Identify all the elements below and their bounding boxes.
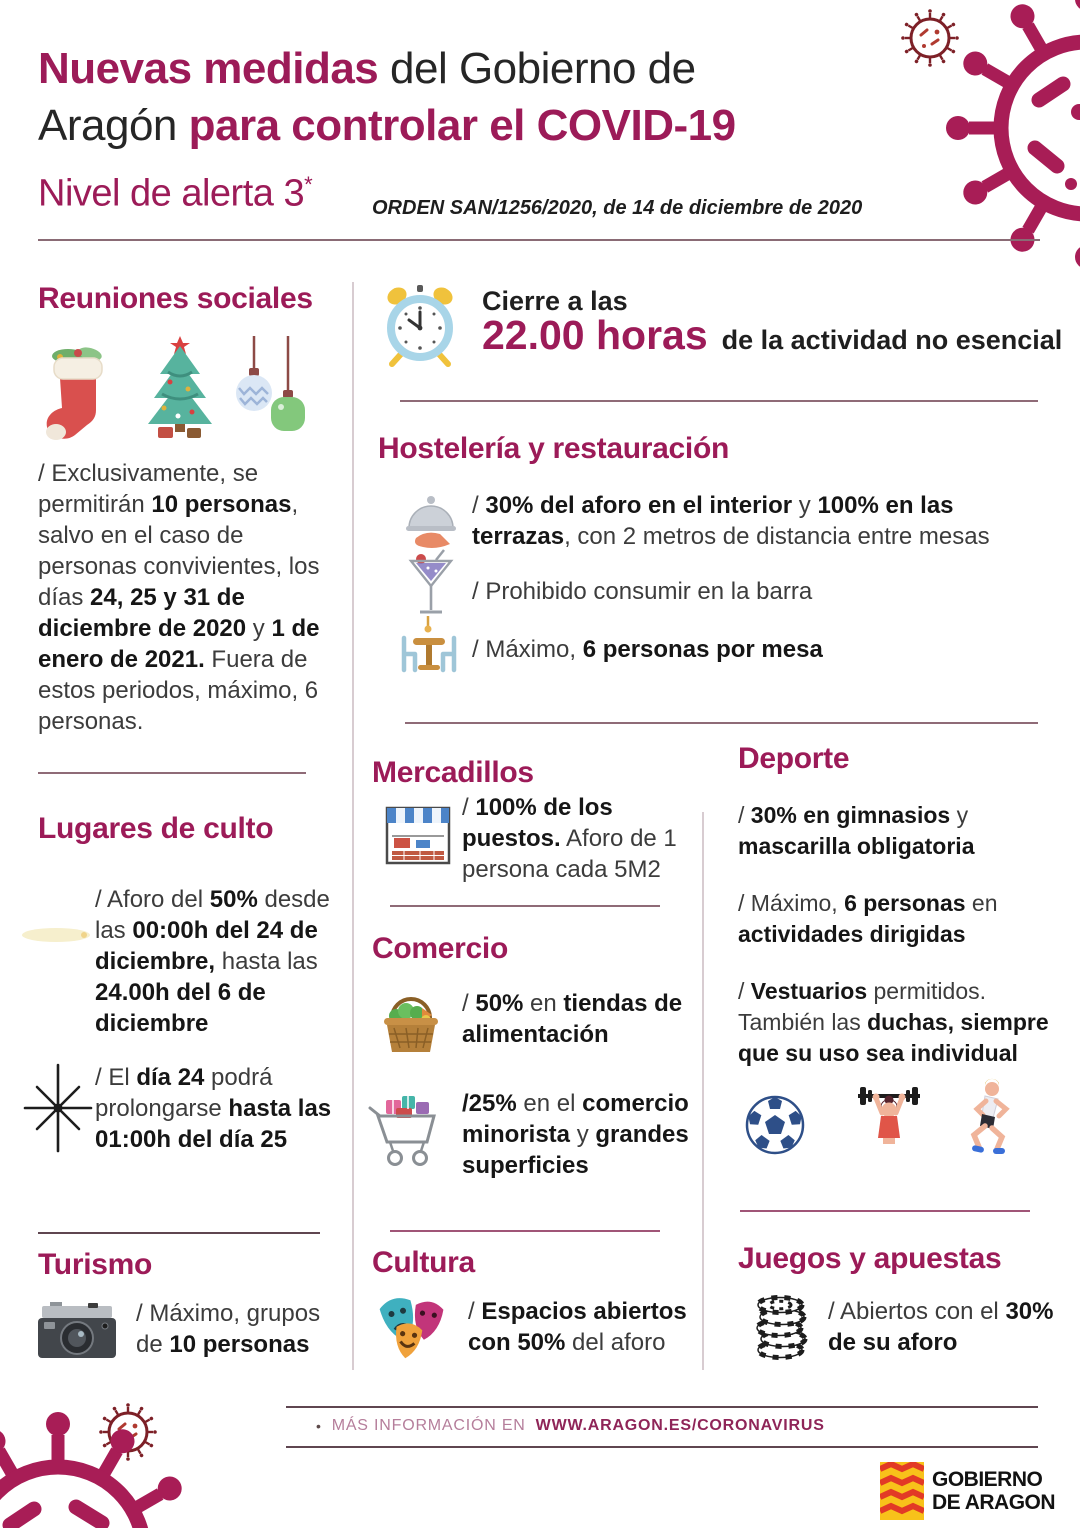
christmas-stocking-icon	[38, 340, 116, 440]
grocery-basket-icon	[378, 990, 444, 1056]
juegos-item-1: / Abiertos con el 30% de su aforo	[828, 1298, 1054, 1356]
comercio-item-1: / 50% en tiendas de alimentación	[462, 990, 683, 1048]
logo-text-line1: GOBIERNO	[932, 1468, 1043, 1491]
market-stall-icon	[384, 798, 452, 868]
gobierno-aragon-logo	[880, 1462, 1055, 1520]
bullet-icon: •	[316, 1418, 322, 1434]
alert-level-asterisk: *	[304, 172, 313, 197]
section-divider	[740, 1210, 1030, 1212]
section-divider	[390, 1230, 660, 1232]
section-title-culto: Lugares de culto	[38, 812, 274, 845]
section-title-deporte: Deporte	[738, 742, 850, 775]
runner-icon	[952, 1078, 1016, 1160]
reuniones-body: / Exclusivamente, se permitirán 10 personas, salvo en el caso de personas convivientes, los días 24, 25 y 31 de diciembre de 2020 y 1 de enero de 2021. Fuera de estos periodos, máximo, 6 personas.	[38, 460, 320, 735]
mercadillos-item-1: / 100% de los puestos. Aforo de 1 persona cada 5M2	[462, 794, 677, 883]
turismo-item-1: / Máximo, grupos de 10 personas	[136, 1300, 321, 1358]
section-title-cultura: Cultura	[372, 1246, 475, 1279]
column-divider	[352, 282, 354, 1370]
soccer-ball-icon	[744, 1094, 806, 1156]
section-divider	[38, 1232, 320, 1234]
footer-divider-top	[286, 1406, 1038, 1408]
footer-info-label: MÁS INFORMACIÓN EN	[331, 1417, 526, 1434]
section-divider	[38, 772, 306, 774]
order-reference: ORDEN SAN/1256/2020, de 14 de diciembre de 2020	[372, 197, 863, 219]
hosteleria-item-3: / Máximo, 6 personas por mesa	[472, 636, 823, 663]
shopping-cart-icon	[366, 1094, 450, 1176]
camera-icon	[36, 1298, 118, 1362]
aragon-flag-icon	[880, 1462, 924, 1520]
closing-line2	[482, 312, 1062, 359]
page-title	[38, 40, 898, 154]
poker-chips-icon	[752, 1290, 810, 1360]
alarm-clock-icon	[380, 282, 460, 368]
footer-divider-bottom	[286, 1446, 1038, 1448]
footer-info-url[interactable]: WWW.ARAGON.ES/CORONAVIRUS	[535, 1417, 825, 1434]
hosteleria-item-2: / Prohibido consumir en la barra	[472, 578, 813, 605]
closing-scope: de la actividad no esencial	[721, 325, 1063, 355]
virus-icon	[0, 1395, 252, 1528]
section-title-mercadillos: Mercadillos	[372, 756, 534, 789]
cocktail-icon	[408, 548, 454, 618]
section-title-turismo: Turismo	[38, 1248, 153, 1281]
section-title-comercio: Comercio	[372, 932, 508, 965]
section-divider	[405, 722, 1038, 724]
deporte-item-3: / Vestuarios permitidos. También las duchas, siempre que su uso sea individual	[738, 978, 1049, 1066]
section-divider	[390, 905, 660, 907]
culto-item-1: / Aforo del 50% desde las 00:00h del 24 de diciembre, hasta las 24.00h del 6 de diciembre	[95, 886, 330, 1037]
alert-level	[38, 172, 312, 216]
deporte-item-2: / Máximo, 6 personas en actividades dirigidas	[738, 890, 998, 947]
section-title-juegos: Juegos y apuestas	[738, 1242, 1002, 1275]
sparkle-star-icon	[18, 1062, 98, 1154]
cultura-item-1: / Espacios abiertos con 50% del aforo	[468, 1298, 687, 1356]
header-divider	[38, 239, 1040, 241]
comercio-item-2: /25% en el comercio minorista y grandes superficies	[462, 1090, 689, 1179]
page-title-line1: Nuevas medidas del Gobierno de	[38, 44, 696, 93]
hosteleria-item-1: / 30% del aforo en el interior y 100% en las terrazas, con 2 metros de distancia entre mesas	[472, 492, 990, 550]
candle-icon	[20, 925, 92, 945]
footer-info	[316, 1417, 825, 1435]
table-chairs-icon	[396, 614, 462, 676]
closing-time: 22.00 horas	[482, 312, 708, 358]
culto-item-2: / El día 24 podrá prolongarse hasta las 01:00h del día 25	[95, 1064, 332, 1153]
section-title-hosteleria: Hostelería y restauración	[378, 432, 729, 465]
christmas-tree-icon	[134, 334, 226, 440]
section-title-reuniones: Reuniones sociales	[38, 282, 313, 315]
closing-line1: Cierre a las	[482, 286, 628, 316]
section-divider	[400, 400, 1038, 402]
deporte-item-1: / 30% en gimnasios y mascarilla obligatoria	[738, 802, 975, 859]
ornaments-icon	[228, 336, 312, 442]
theater-masks-icon	[376, 1290, 458, 1366]
weightlifter-icon	[852, 1082, 926, 1158]
cloche-icon	[404, 492, 460, 552]
alert-level-text: Nivel de alerta 3	[38, 172, 305, 215]
logo-text-line2: DE ARAGON	[932, 1491, 1056, 1514]
page-title-line2: Aragón para controlar el COVID-19	[38, 101, 736, 150]
